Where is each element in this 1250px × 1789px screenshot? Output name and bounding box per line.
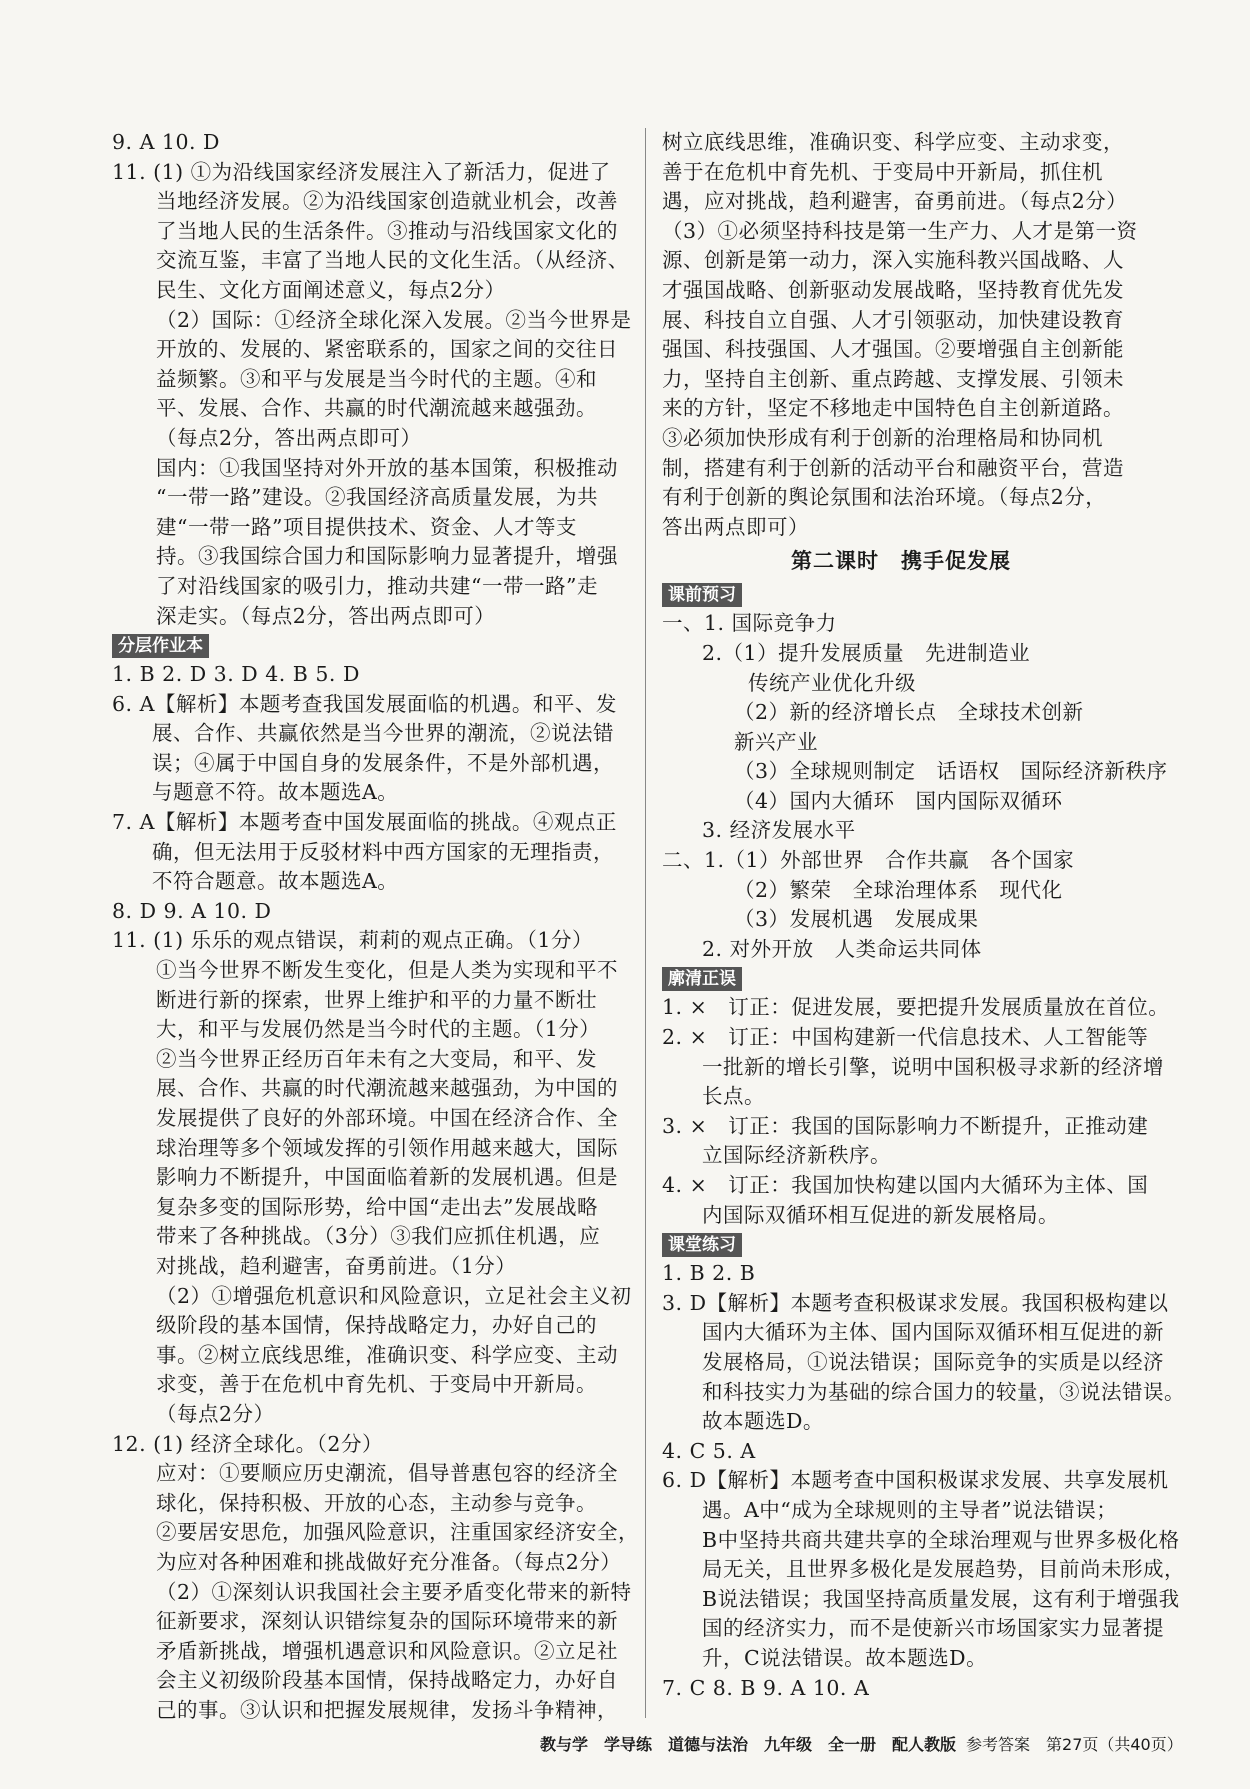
text-line: 会主义初级阶段基本国情，保持战略定力，办好自: [156, 1668, 618, 1693]
text-line: 了对沿线国家的吸引力，推动共建“一带一路”走: [156, 573, 598, 598]
text-line: 影响力不断提升，中国面临着新的发展机遇。但是: [156, 1165, 618, 1190]
text-line: 展、合作、共赢依然是当今世界的潮流，②说法错: [152, 721, 614, 746]
text-line: （2）国际：①经济全球化深入发展。②当今世界是: [156, 307, 632, 332]
text-line: 益频繁。③和平与发展是当今时代的主题。④和: [156, 366, 597, 391]
right-column: [662, 128, 1185, 1703]
text-line: 升，C说法错误。故本题选D。: [702, 1645, 988, 1670]
text-line: （4）国内大循环 国内国际双循环: [734, 788, 1063, 813]
text-line: 带来了各种挑战。（3分）③我们应抓住机遇，应: [156, 1224, 601, 1249]
text-line: 12. (1) 经济全球化。（2分）: [112, 1431, 383, 1456]
text-line: 国内：①我国坚持对外开放的基本国策，积极推动: [156, 455, 618, 480]
text-line: 11. (1) 乐乐的观点错误，莉莉的观点正确。（1分）: [112, 928, 593, 953]
text-line: 才强国战略、创新驱动发展战略，坚持教育优先发: [662, 277, 1124, 302]
text-line: 应对：①要顺应历史潮流，倡导普惠包容的经济全: [156, 1461, 618, 1486]
text-line: 来的方针，坚定不移地走中国特色自主创新道路。: [662, 396, 1124, 421]
text-line: 11. (1) ①为沿线国家经济发展注入了新活力，促进了: [112, 159, 611, 184]
text-line: B说法错误；我国坚持高质量发展，这有利于增强我: [702, 1586, 1180, 1611]
text-line: 4. × 订正：我国加快构建以国内大循环为主体、国: [662, 1173, 1149, 1197]
text-line: 级阶段的基本国情，保持战略定力，办好自己的: [156, 1313, 597, 1338]
text-line: 为应对各种困难和挑战做好充分准备。（每点2分）: [156, 1549, 622, 1574]
text-line: 建“一带一路”项目提供技术、资金、人才等支: [156, 514, 577, 539]
text-line: 确，但无法用于反驳材料中西方国家的无理指责，: [152, 839, 614, 864]
section-heading-label: 课前预习: [662, 583, 742, 607]
text-line: 力，坚持自主创新、重点跨越、支撑发展、引领未: [662, 366, 1124, 391]
section-heading-label: 课堂练习: [662, 1233, 742, 1257]
text-line: 2. 对外开放 人类命运共同体: [702, 936, 982, 961]
text-line: 遇，应对挑战，趋利避害，奋勇前进。（每点2分）: [662, 189, 1128, 214]
section-heading-label: 分层作业本: [112, 634, 209, 658]
text-line: 深走实。（每点2分，答出两点即可）: [156, 603, 496, 628]
text-line: ②当今世界正经历百年未有之大变局，和平、发: [156, 1046, 597, 1071]
text-line: （2）繁荣 全球治理体系 现代化: [734, 877, 1063, 902]
text-line: 大，和平与发展仍然是当今时代的主题。（1分）: [156, 1017, 601, 1042]
text-line: 树立底线思维，准确识变、科学应变、主动求变，: [662, 130, 1124, 154]
text-line: 4. C 5. A: [662, 1438, 756, 1463]
text-line: 己的事。③认识和把握发展规律，发扬斗争精神，: [156, 1697, 618, 1722]
text-line: 开放的、发展的、紧密联系的，国家之间的交往日: [156, 337, 618, 362]
text-line: 8. D 9. A 10. D: [112, 898, 272, 923]
text-line: 7. C 8. B 9. A 10. A: [662, 1675, 870, 1700]
footer-page-info: 参考答案 第27页（共40页）: [966, 1735, 1183, 1754]
text-line: 7. A【解析】本题考查中国发展面临的挑战。④观点正: [112, 810, 617, 835]
text-line: ②要居安思危，加强风险意识，注重国家经济安全，: [156, 1520, 639, 1545]
text-line: 源、创新是第一动力，深入实施科教兴国战略、人: [662, 248, 1124, 273]
text-line: 一、1. 国际竞争力: [662, 611, 837, 636]
section-heading: [662, 1230, 1140, 1259]
text-line: 2.（1）提升发展质量 先进制造业: [702, 640, 1031, 665]
text-line: 1. B 2. D 3. D 4. B 5. D: [112, 662, 360, 687]
text-line: （2）①增强危机意识和风险意识，立足社会主义初: [156, 1283, 632, 1308]
text-line: 新兴产业: [734, 729, 818, 754]
text-line: 不符合题意。故本题选A。: [152, 869, 399, 894]
text-line: 9. A 10. D: [112, 130, 220, 154]
text-line: （每点2分）: [156, 1401, 275, 1426]
text-line: 故本题选D。: [702, 1409, 824, 1434]
text-line: 遇。A中“成为全球规则的主导者”说法错误；: [702, 1497, 1118, 1522]
text-line: 了当地人民的生活条件。③推动与沿线国家文化的: [156, 218, 618, 243]
text-line: （3）发展机遇 发展成果: [734, 907, 979, 932]
section-heading-label: 廓清正误: [662, 967, 742, 991]
text-line: 立国际经济新秩序。: [702, 1143, 891, 1168]
text-line: 6. A【解析】本题考查我国发展面临的机遇。和平、发: [112, 691, 617, 716]
text-line: （2）新的经济增长点 全球技术创新: [734, 700, 1084, 725]
text-line: 局无关，且世界多极化是发展趋势，目前尚未形成，: [702, 1557, 1185, 1582]
text-line: 1. B 2. B: [662, 1261, 756, 1286]
text-line: 1. × 订正：促进发展，要把提升发展质量放在首位。: [662, 995, 1170, 1020]
text-line: B中坚持共商共建共享的全球治理观与世界多极化格: [702, 1527, 1180, 1552]
text-line: 内国际双循环相互促进的新发展格局。: [702, 1202, 1059, 1227]
text-line: 复杂多变的国际形势，给中国“走出去”发展战略: [156, 1194, 598, 1219]
text-line: 二、1.（1）外部世界 合作共赢 各个国家: [662, 848, 1075, 873]
text-line: 强国、科技强国、人才强国。②要增强自主创新能: [662, 337, 1124, 362]
text-line: 球化，保持积极、开放的心态，主动参与竞争。: [156, 1490, 597, 1515]
text-line: 发展提供了良好的外部环境。中国在经济合作、全: [156, 1106, 618, 1130]
text-line: ①当今世界不断发生变化，但是人类为实现和平不: [156, 958, 618, 983]
section-heading: [662, 964, 1140, 993]
text-line: 国内大循环为主体、国内国际双循环相互促进的新: [702, 1320, 1164, 1345]
left-column: [112, 128, 639, 1725]
text-line: 与题意不符。故本题选A。: [152, 780, 399, 805]
text-line: ③必须加快形成有利于创新的治理格局和协同机: [662, 425, 1103, 450]
text-line: 展、合作、共赢的时代潮流越来越强劲，为中国的: [156, 1076, 618, 1101]
text-line: 制，搭建有利于创新的活动平台和融资平台，营造: [662, 455, 1124, 480]
text-line: （3）①必须坚持科技是第一生产力、人才是第一资: [662, 218, 1138, 243]
section-heading: [112, 631, 632, 660]
text-line: 有利于创新的舆论氛围和法治环境。（每点2分，: [662, 485, 1107, 510]
text-line: （2）①深刻认识我国社会主要矛盾变化带来的新特: [156, 1579, 632, 1604]
text-line: 平、发展、合作、共赢的时代潮流越来越强劲。: [156, 396, 597, 421]
text-line: 当地经济发展。②为沿线国家创造就业机会，改善: [156, 189, 618, 214]
section-heading: [662, 580, 1140, 609]
text-line: 对挑战，趋利避害，奋勇前进。（1分）: [156, 1253, 517, 1278]
text-line: 征新要求，深刻认识错综复杂的国际环境带来的新: [156, 1609, 618, 1634]
text-line: 民生、文化方面阐述意义，每点2分）: [156, 277, 506, 302]
text-line: 展、科技自立自强、人才引领驱动，加快建设教育: [662, 307, 1124, 332]
text-line: 事。②树立底线思维，准确识变、科学应变、主动: [156, 1342, 618, 1367]
text-line: 球治理等多个领域发挥的引领作用越来越大，国际: [156, 1135, 618, 1160]
text-line: 6. D【解析】本题考查中国积极谋求发展、共享发展机: [662, 1468, 1169, 1493]
text-line: 2. × 订正：中国构建新一代信息技术、人工智能等: [662, 1025, 1149, 1050]
text-line: 答出两点即可）: [662, 514, 809, 539]
text-line: 国的经济实力，而不是使新兴市场国家实力显著提: [702, 1616, 1164, 1641]
text-line: 求变，善于在危机中育先机、于变局中开新局。: [156, 1372, 597, 1397]
text-line: 长点。: [702, 1084, 765, 1109]
text-line: 持。③我国综合国力和国际影响力显著提升，增强: [156, 544, 618, 569]
text-line: 矛盾新挑战，增强机遇意识和风险意识。②立足社: [156, 1638, 618, 1663]
text-line: 传统产业优化升级: [748, 670, 916, 695]
text-line: 交流互鉴，丰富了当地人民的文化生活。（从经济、: [156, 248, 629, 273]
text-line: 发展格局，①说法错误；国际竞争的实质是以经济: [702, 1349, 1164, 1374]
text-line: 3. D【解析】本题考查积极谋求发展。我国积极构建以: [662, 1290, 1169, 1315]
column-divider: [645, 128, 646, 1718]
text-line: 和科技实力为基础的综合国力的较量，③说法错误。: [702, 1379, 1185, 1404]
footer-title: 教与学 学导练 道德与法治 九年级 全一册 配人教版: [540, 1735, 957, 1754]
text-line: “一带一路”建设。②我国经济高质量发展，为共: [156, 485, 598, 510]
text-line: 3. × 订正：我国的国际影响力不断提升，正推动建: [662, 1113, 1149, 1138]
text-line: （每点2分，答出两点即可）: [156, 425, 422, 450]
text-line: 一批新的增长引擎，说明中国积极寻求新的经济增: [702, 1054, 1164, 1079]
text-line: 3. 经济发展水平: [702, 818, 856, 843]
lesson-title: 第二课时 携手促发展: [791, 549, 1011, 574]
text-line: 断进行新的探索，世界上维护和平的力量不断壮: [156, 987, 597, 1012]
text-line: 误；④属于中国自身的发展条件，不是外部机遇，: [152, 750, 614, 775]
text-line: 善于在危机中育先机、于变局中开新局，抓住机: [662, 159, 1103, 184]
text-line: （3）全球规则制定 话语权 国际经济新秩序: [734, 759, 1168, 784]
page-footer: [540, 1732, 1183, 1755]
